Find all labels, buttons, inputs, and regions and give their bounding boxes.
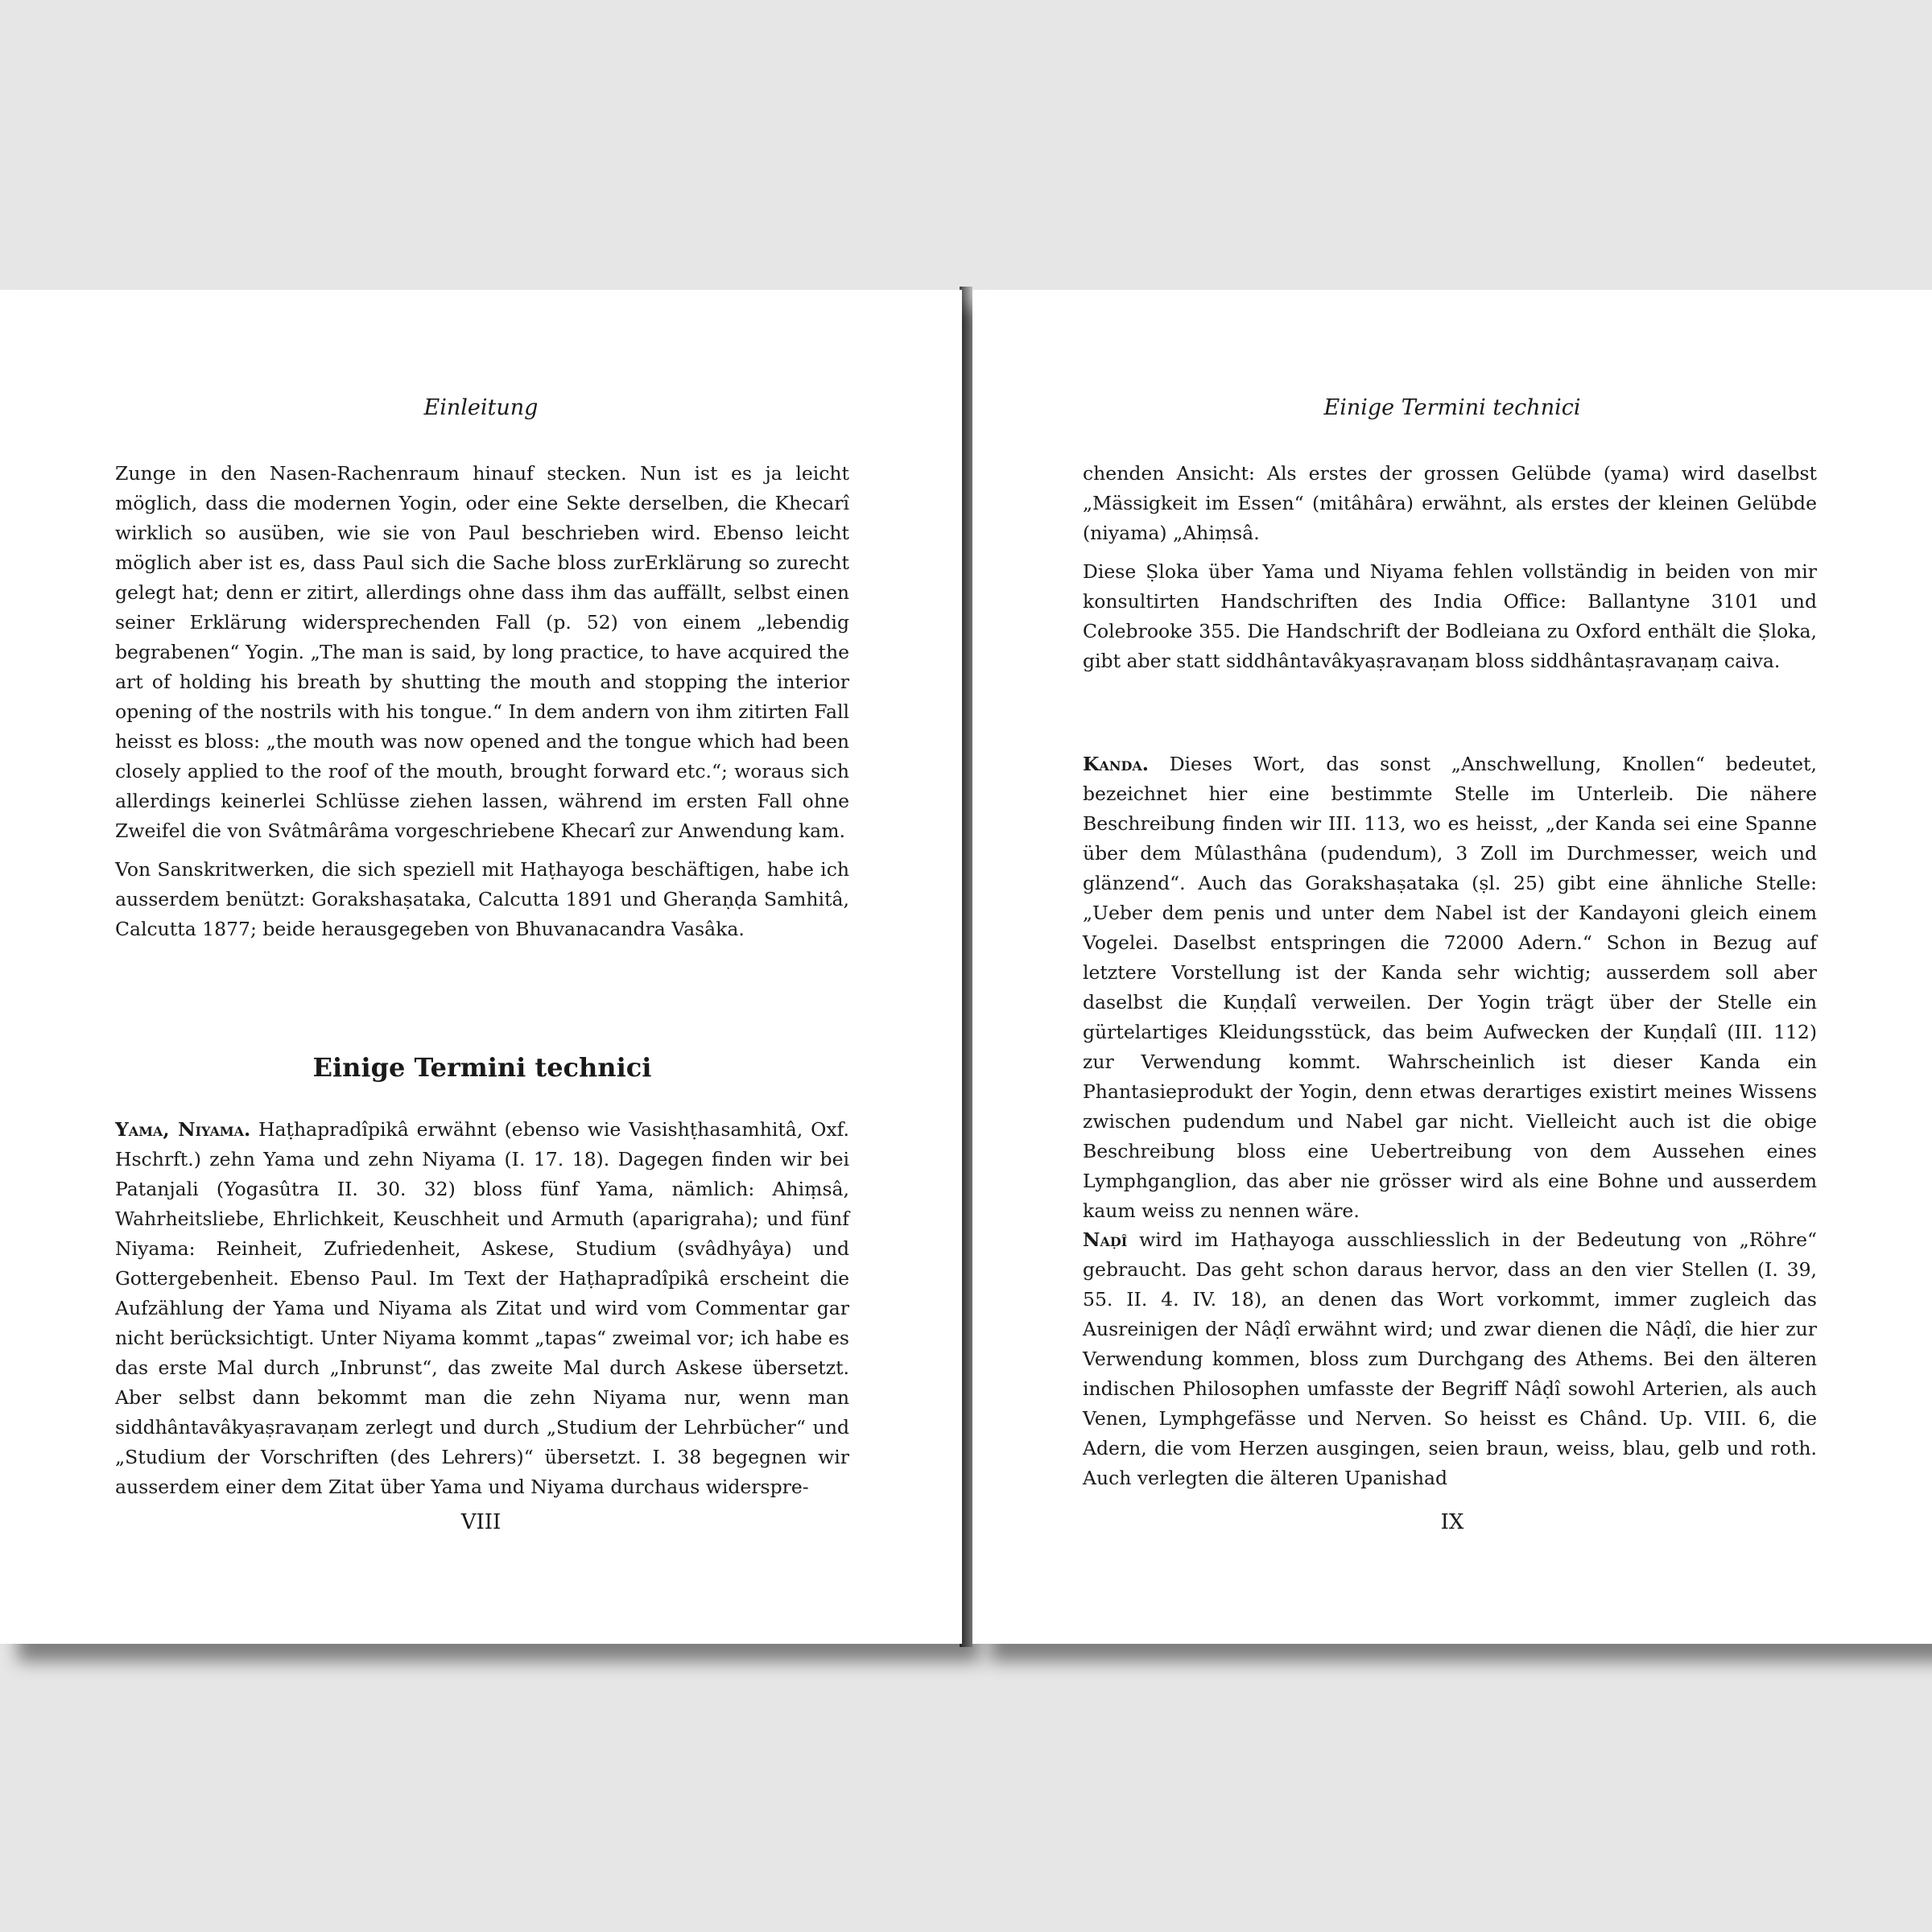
right-paragraph-1: chenden Ansicht: Als erstes der grossen Gelübde (yama) wird daselbst „Mässigkeit im Essen“ (mitâhâra) erwähnt, als erstes der kleinen Gelübde (niyama) „Ahiṃsâ. <box>1083 462 1817 544</box>
kanda-text: Dieses Wort, das sonst „Anschwellung, Knollen“ bedeutet, bezeichnet hier eine bestimmte Stelle im Unterleib. Die nähere Beschreibung finden wir III. 113, wo es heisst, „der Kanda sei eine Spanne über dem Mûlasthâna (pudendum), 3 Zoll im Durchmesser, weich und glänzend“. Auch das Gorakshaṣataka (ṣl. 25) gibt eine ähnliche Stelle: „Ueber dem penis und unter dem Nabel ist der Kandayoni gleich einem Vogelei. Daselbst entspringen die 72000 Adern.“ Schon in Bezug auf letztere Vorstellung ist der Kanda sehr wichtig; ausserdem soll aber daselbst die Kuṇḍalî verweilen. Der Yogin trägt über der Stelle ein gürtelartiges Kleidungsstück, das beim Aufwecken der Kuṇḍalî (III. 112) zur Verwendung kommt. Wahrscheinlich ist dieser Kanda ein Phantasieprodukt der Yogin, denn etwas derartiges existirt meines Wissens zwischen pudendum und Nabel gar nicht. Vielleicht auch ist die obige Beschreibung bloss eine Uebertreibung von dem Aussehen eines Lymphganglion, das aber nie grösser wird als eine Bohne und ausserdem kaum weiss zu nennen wäre. <box>1083 753 1817 1222</box>
right-intro-text <box>1083 459 1817 685</box>
right-page-number: IX <box>1440 1510 1464 1534</box>
left-section-heading-block <box>115 1051 849 1084</box>
left-intro-text <box>115 459 849 953</box>
left-paragraph-1: Zunge in den Nasen-Rachenraum hinauf stecken. Nun ist es ja leicht möglich, dass die modernen Yogin, oder eine Sekte derselben, die Khecarî wirklich so ausüben, wie sie von Paul beschrieben wird. Ebenso leicht möglich aber ist es, dass Paul sich die Sache bloss zurErklärung so zurecht gelegt hat; denn er zitirt, allerdings ohne dass ihm das auffällt, selbst einen seiner Erklärung widersprechenden Fall (p. 52) von einem „lebendig begrabenen“ Yogin. „The man is said, by long practice, to have acquired the art of holding his breath by shutting the mouth and stopping the interior opening of the nostrils with his tongue.“ In dem andern von ihm zitirten Fall heisst es bloss: „the mouth was now opened and the tongue which had been closely applied to the roof of the mouth, brought forward etc.“; woraus sich allerdings keinerlei Schlüsse ziehen lassen, während im ersten Fall ohne Zweifel die von Svâtmârâma vorgeschriebene Khecarî zur Anwendung kam. <box>115 462 849 842</box>
left-paragraph-2: Von Sanskritwerken, die sich speziell mit Haṭhayoga beschäftigen, habe ich ausserdem benützt: Gorakshaṣataka, Calcutta 1891 und Gheraṇḍa Samhitâ, Calcutta 1877; beide herausgegeben von Bhuvanacandra Vasâka. <box>115 858 849 940</box>
left-page-number: VIII <box>460 1510 502 1534</box>
right-page <box>972 290 1932 1644</box>
term-nadi: Naḍî <box>1083 1228 1128 1251</box>
yama-niyama-text: Haṭhapradîpikâ erwähnt (ebenso wie Vasishṭhasamhitâ, Oxf. Hschrft.) zehn Yama und zehn Niyama (I. 17. 18). Dagegen finden wir bei Patanjali (Yogasûtra II. 30. 32) bloss fünf Yama, nämlich: Ahiṃsâ, Wahrheitsliebe, Ehrlichkeit, Keuschheit und Armuth (aparigraha); und fünf Niyama: Reinheit, Zufriedenheit, Askese, Studium (svâdhyâya) und Gottergebenheit. Ebenso Paul. Im Text der Haṭhapradîpikâ erscheint die Aufzählung der Yama und Niyama als Zitat und wird vom Commentar gar nicht berücksichtigt. Unter Niyama kommt „tapas“ zweimal vor; ich habe es das erste Mal durch „Inbrunst“, das zweite Mal durch Askese übersetzt. Aber selbst dann bekommt man die zehn Niyama nur, wenn man siddhântavâkyaṣravaṇam zerlegt und durch „Studium der Lehrbücher“ und „Studium der Vorschriften (des Lehrers)“ übersetzt. I. 38 begegnen wir ausserdem einer dem Zitat über Yama und Niyama durchaus widerspre- <box>115 1118 849 1498</box>
nadi-text: wird im Haṭhayoga ausschliesslich in der Bedeutung von „Röhre“ gebraucht. Das geht schon daraus hervor, dass an den vier Stellen (I. 39, 55. II. 4. IV. 18), an denen das Wort vorkommt, immer zugleich das Ausreinigen der Nâḍî erwähnt wird; und zwar dienen die Nâḍî, die hier zur Verwendung kommen, bloss zum Durchgang des Athems. Bei den älteren indischen Philosophen umfasste der Begriff Nâḍî sowohl Arterien, als auch Venen, Lymphgefässe und Nerven. So heisst es Chând. Up. VIII. 6, die Adern, die vom Herzen ausgingen, seien braun, weiss, blau, gelb und roth. Auch verlegten die älteren Upanishad <box>1083 1228 1817 1489</box>
right-paragraph-2: Diese Ṣloka über Yama und Niyama fehlen vollständig in beiden von mir konsultirten Handschriften des India Office: Ballantyne 3101 und Colebrooke 355. Die Handschrift der Bodleiana zu Oxford enthält die Ṣloka, gibt aber statt siddhântavâkyaṣravaṇam bloss siddhântaṣravaṇaṃ caiva. <box>1083 560 1817 672</box>
left-running-head: Einleitung <box>423 395 539 420</box>
section-heading: Einige Termini technici <box>312 1052 652 1083</box>
right-running-head: Einige Termini technici <box>1323 395 1581 420</box>
nadi-entry <box>1083 1225 1817 1502</box>
kanda-entry <box>1083 749 1817 1235</box>
yama-niyama-entry <box>115 1115 849 1511</box>
left-page <box>0 290 962 1644</box>
term-kanda: Kanda. <box>1083 753 1149 775</box>
term-yama-niyama: Yama, Niyama. <box>115 1118 251 1141</box>
